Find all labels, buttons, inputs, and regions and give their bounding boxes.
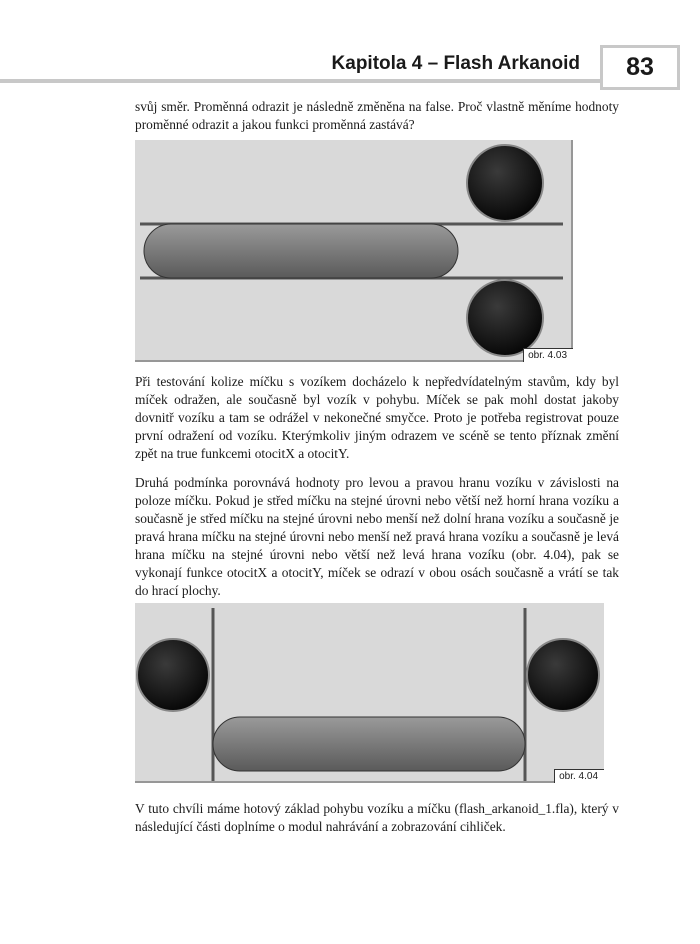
page-number: 83 — [600, 45, 680, 90]
figure-4-03-illustration — [135, 140, 573, 362]
paragraph-3: Druhá podmínka porovnává hodnoty pro levou a pravou hranu vozíku v závislosti na poloze míčku. Pokud je střed míčku na stejné úrovni nebo větší než horní hrana vozíku a současně je střed míčku na stejné úrovni nebo menší než dolní hrana vozíku a současně je pravá hrana míčku na stejné úrovni nebo menší než pravá hrana vozíku a současně je levá hrana míčku na stejné úrovni nebo větší než levá hrana vozíku (obr. 4.04), pak se vykonají funkce otocitX a otocitY, míček se odrazí v obou osách současně a vrátí se tak do hrací plochy. — [135, 475, 619, 598]
fig1-ball-top — [467, 145, 543, 221]
figure-4-04-caption: obr. 4.04 — [554, 769, 604, 783]
chapter-title: Kapitola 4 – Flash Arkanoid — [331, 53, 580, 74]
fig1-ball-bottom — [467, 280, 543, 356]
figure-4-04-illustration — [135, 603, 604, 783]
fig1-paddle — [144, 224, 458, 278]
figure-4-03 — [135, 140, 573, 362]
fig2-ball-right — [527, 639, 599, 711]
figure-4-03-caption: obr. 4.03 — [523, 348, 573, 362]
fig2-paddle — [213, 717, 525, 771]
paragraph-1: svůj směr. Proměnná odrazit je následně změněna na false. Proč vlastně měníme hodnoty proměnné odrazit a jakou funkci proměnná zastává? — [135, 99, 619, 132]
figure-4-04 — [135, 603, 604, 783]
paragraph-4: V tuto chvíli máme hotový základ pohybu vozíku a míčku (flash_arkanoid_1.fla), který v následující části doplníme o modul nahrávání a zobrazování cihliček. — [135, 801, 619, 834]
header-rule — [0, 79, 600, 83]
fig2-ball-left — [137, 639, 209, 711]
paragraph-2: Při testování kolize míčku s vozíkem docházelo k nepředvídatelným stavům, kdy byl míček odražen, ale současně byl vozík v pohybu. Míček se pak mohl dostat jakoby dovnitř vozíku a tam se odrážel v nekonečné smyčce. Proto je potřeba registrovat pouze první odražení od vozíku. Kterýmkoliv jiným odrazem ve scéně se tento příznak změní zpět na true funkcemi otocitX a otocitY. — [135, 374, 619, 461]
